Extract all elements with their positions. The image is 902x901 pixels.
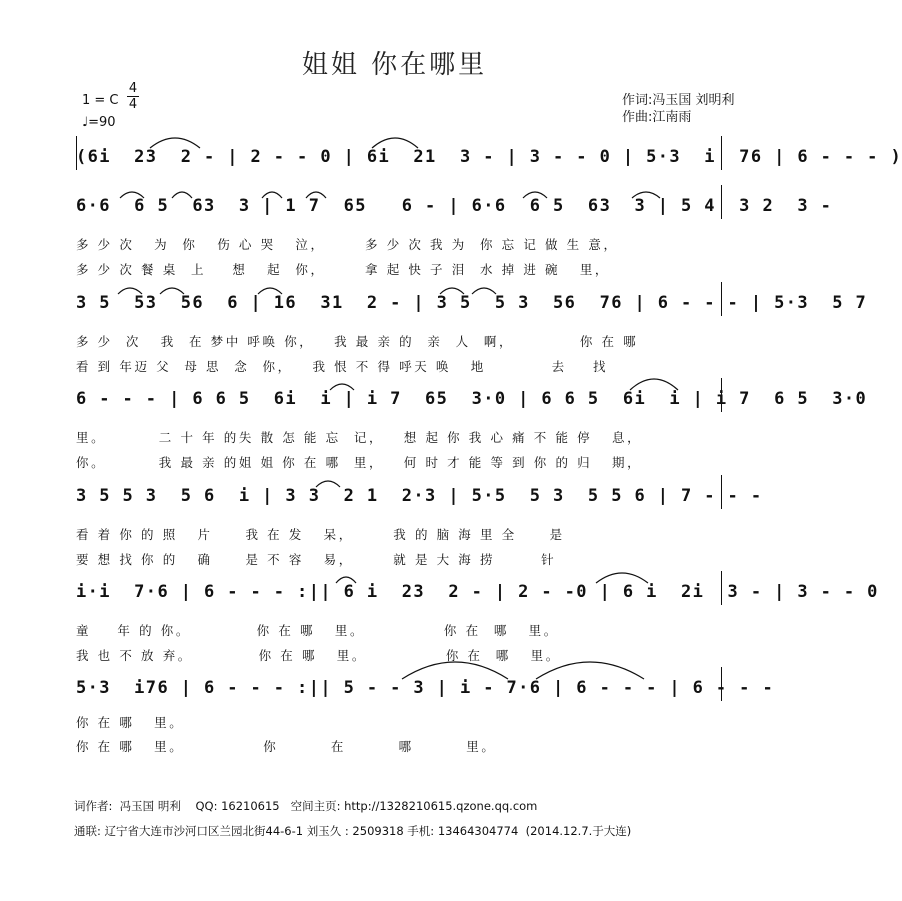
- lyric-verse-1: 你 在 哪 里。: [76, 715, 185, 730]
- notation-line: i·i 7·6 | 6 - - - :|| 6 i 23 2 - | 2 - -0 | 6 i 2i 3 - | 3 - - 0: [76, 582, 879, 602]
- time-signature-top: 4: [128, 81, 138, 96]
- credits-block: [622, 92, 735, 126]
- notation-line: 5·3 i76 | 6 - - - :|| 5 - - 3 | i - 7·6 | 6 - - - | 6 - - -: [76, 678, 775, 698]
- notation-line: 3 5 5 3 5 6 i | 3 3 2 1 2·3 | 5·5 5 3 5 5 6 | 7 - - -: [76, 486, 763, 506]
- time-signature: [126, 81, 140, 112]
- footer-address: 通联: 辽宁省大连市沙河口区兰园北街44-6-1 刘玉久 : 2509318 手机: 13464304774 (2014.12.7.于大连): [74, 824, 632, 838]
- lyric-verse-2: 你 在 哪 里。 你 在 哪 里。: [76, 739, 497, 754]
- score-system-6: [76, 579, 879, 663]
- lyric-verse-2: 看 到 年迈 父 母 思 念 你， 我 恨 不 得 呼天 唤 地 去 找: [76, 359, 609, 374]
- lyric-verse-1: 里。 二 十 年 的失 散 怎 能 忘 记， 想 起 你 我 心 痛 不 能 停 息，: [76, 430, 643, 445]
- footer-author-contact: 词作者: 冯玉国 明利 QQ: 16210615 空间主页: http://1328210615.qzone.qq.com: [74, 799, 538, 813]
- score-system-2: [76, 193, 833, 277]
- time-signature-bottom: 4: [128, 97, 138, 112]
- score-system-4: [76, 386, 868, 470]
- score-system-5: [76, 483, 763, 567]
- composer-credit: 作曲:江南雨: [622, 110, 692, 125]
- lyric-verse-2: 要 想 找 你 的 确 是 不 容 易， 就 是 大 海 捞 针: [76, 552, 557, 567]
- notation-line: (6i 23 2 - | 2 - - 0 | 6i 21 3 - | 3 - - 0 | 5·3 i 76 | 6 - - - ): [76, 147, 902, 167]
- song-title: 姐姐 你在哪里: [301, 50, 488, 80]
- lyric-verse-1: 童 年 的 你。 你 在 哪 里。 你 在 哪 里。: [76, 623, 559, 638]
- score-system-1: [76, 144, 902, 170]
- lyric-verse-2: 你。 我 最 亲 的姐 姐 你 在 哪 里， 何 时 才 能 等 到 你 的 归 期，: [76, 455, 643, 470]
- lyricist-credit: 作词:冯玉国 刘明利: [622, 93, 735, 108]
- lyric-verse-2: 多 少 次 餐 桌 上 想 起 你， 拿 起 快 子 泪 水 掉 进 碗 里，: [76, 262, 611, 277]
- score-system-7: [76, 675, 775, 754]
- lyric-verse-1: 多 少 次 为 你 伤 心 哭 泣， 多 少 次 我 为 你 忘 记 做 生 意，: [76, 237, 619, 252]
- notation-line: 6·6 6 5 63 3 | 1 7 65 6 - | 6·6 6 5 63 3 | 5 4 3 2 3 -: [76, 196, 833, 216]
- notation-line: 3 5 53 56 6 | 16 31 2 - | 3 5 5 3 56 76 | 6 - - - | 5·3 5 7: [76, 293, 868, 313]
- score-system-3: [76, 290, 868, 374]
- key-signature: 1 = C: [82, 93, 119, 108]
- tempo-marking: ♩=90: [82, 115, 116, 130]
- notation-line: 6 - - - | 6 6 5 6i i | i 7 65 3·0 | 6 6 5 6i i | i 7 6 5 3·0: [76, 389, 868, 409]
- lyric-verse-1: 看 着 你 的 照 片 我 在 发 呆， 我 的 脑 海 里 全 是: [76, 527, 565, 542]
- lyric-verse-1: 多 少 次 我 在 梦中 呼唤 你， 我 最 亲 的 亲 人 啊， 你 在 哪: [76, 334, 639, 349]
- lyric-verse-2: 我 也 不 放 弃。 你 在 哪 里。 你 在 哪 里。: [76, 648, 561, 663]
